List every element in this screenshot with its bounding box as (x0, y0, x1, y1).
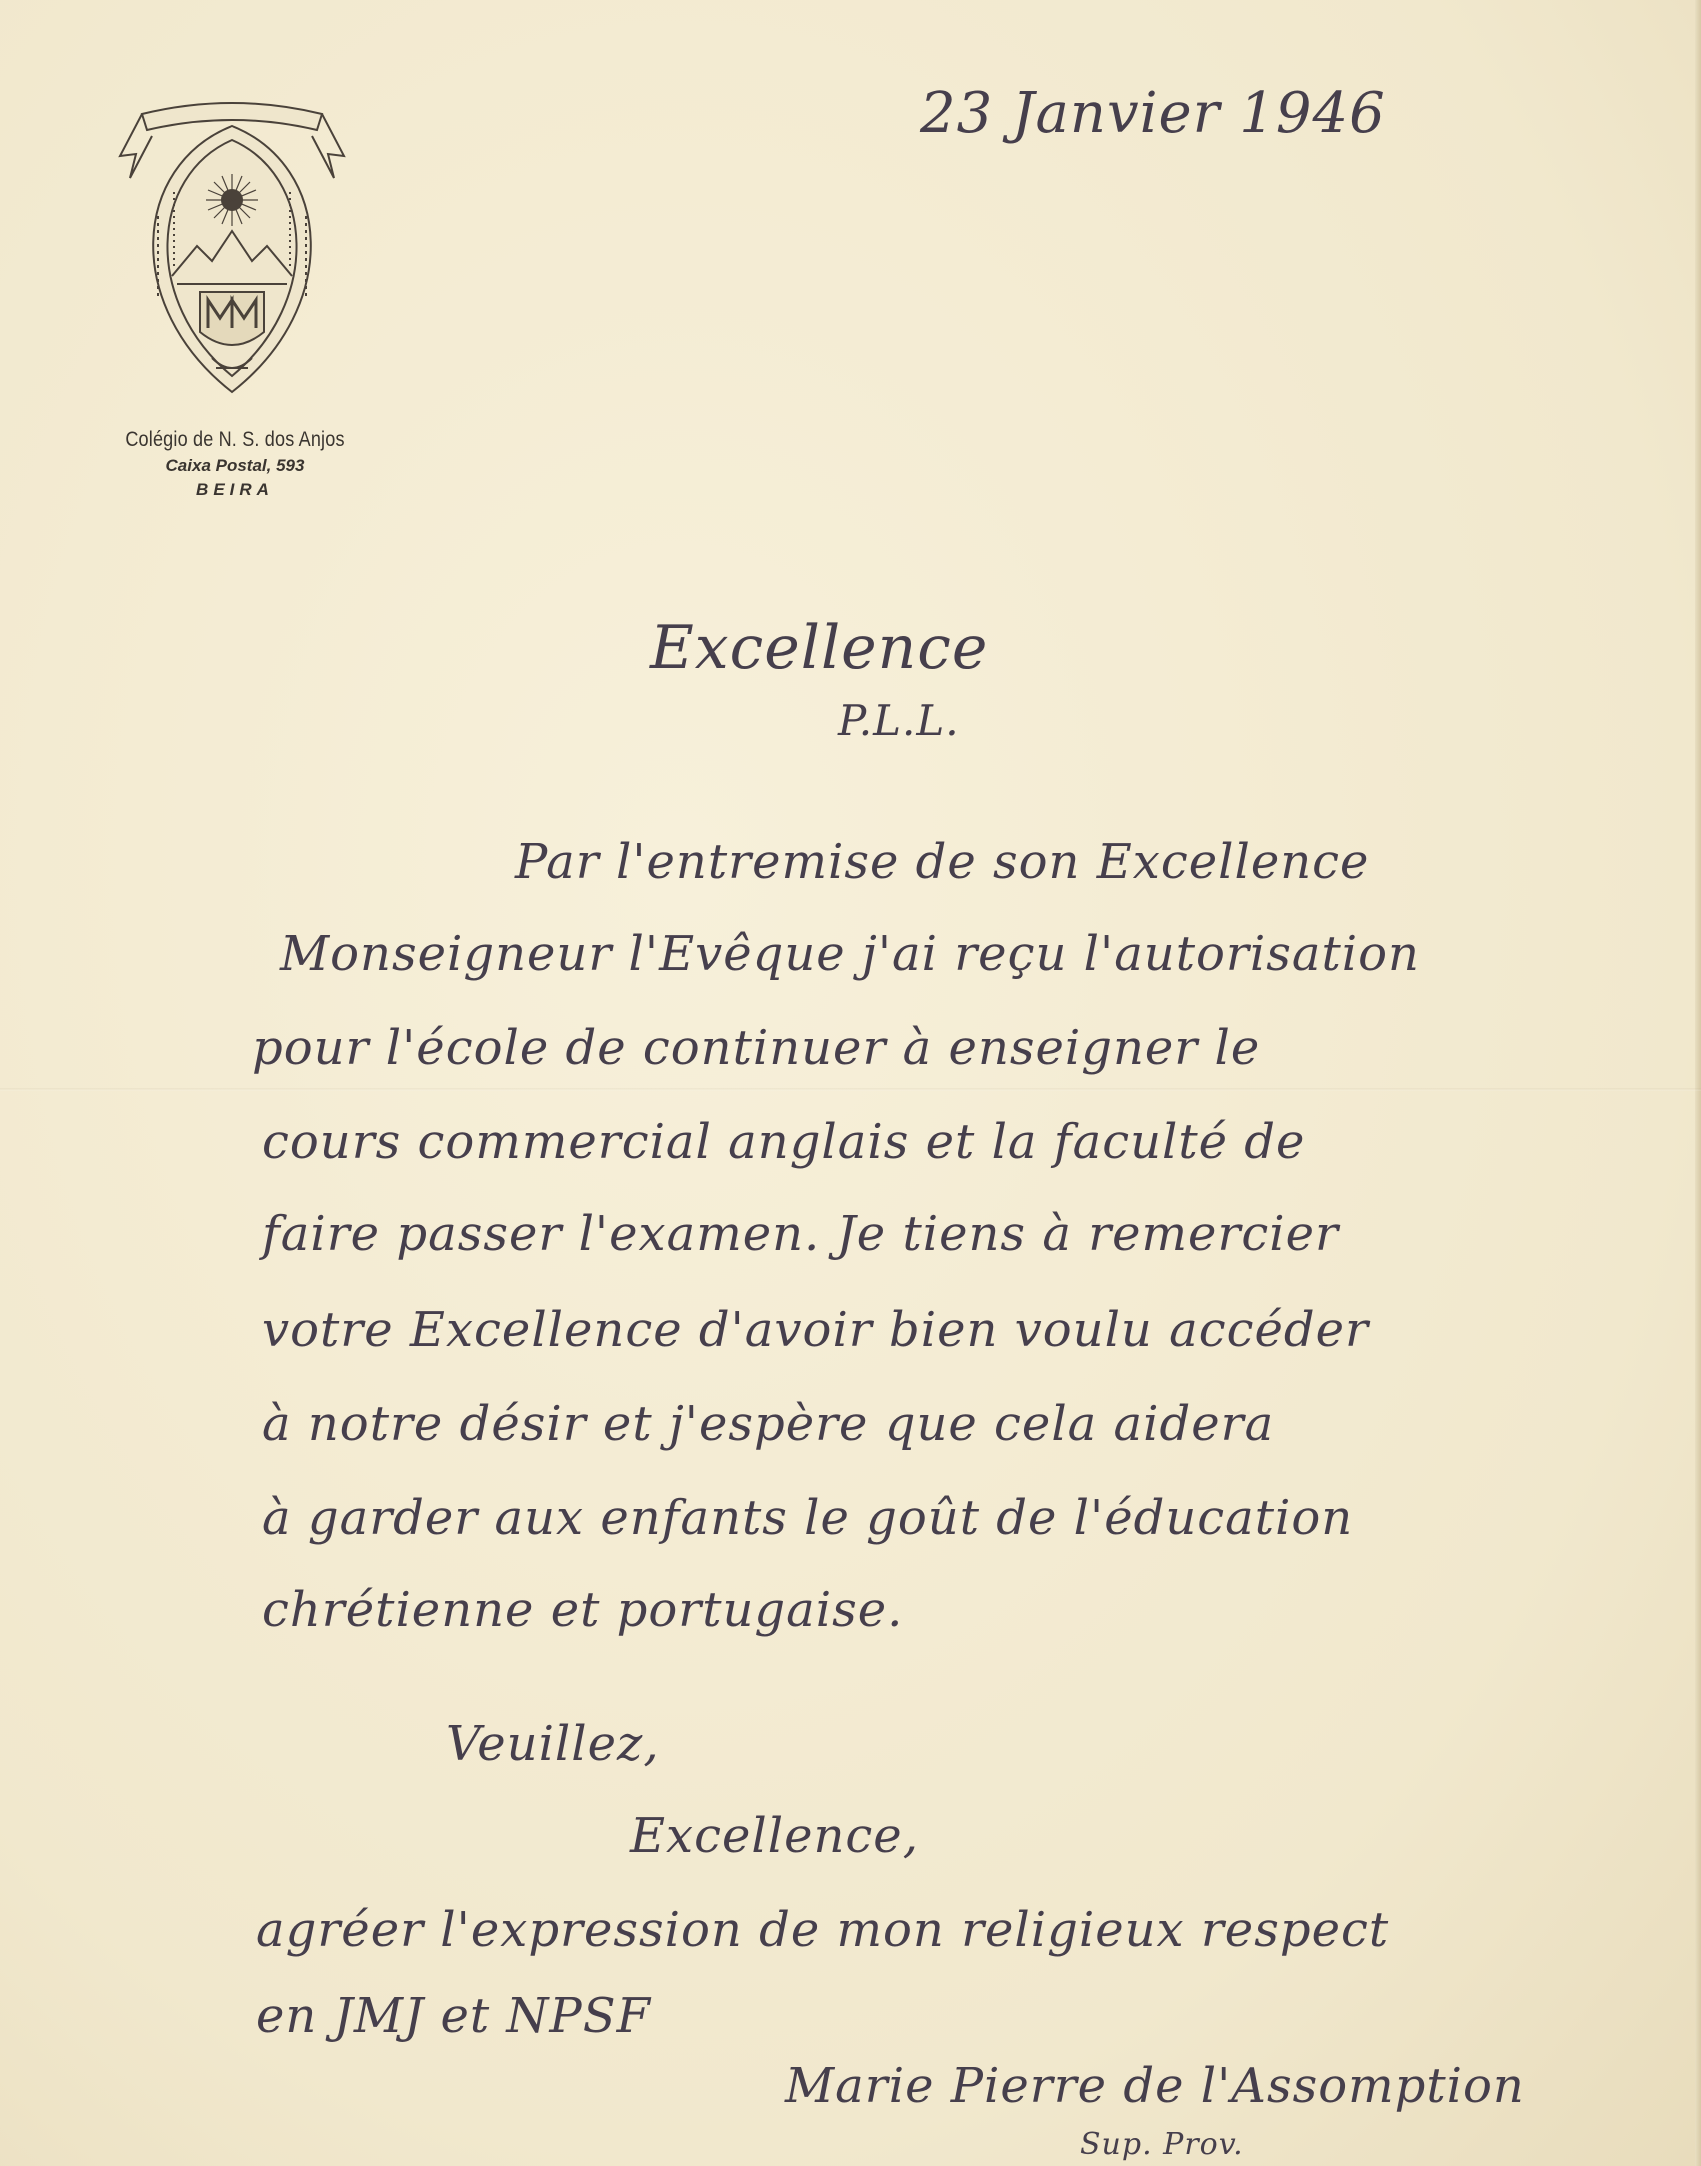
salutation-abbreviation: P.L.L. (838, 696, 960, 745)
signature-title: Sup. Prov. (1080, 2127, 1244, 2162)
closing-line: Excellence, (630, 1808, 919, 1864)
body-line: cours commercial anglais et la faculté de (262, 1114, 1306, 1170)
body-line: chrétienne et portugaise. (262, 1582, 904, 1638)
city-name: BEIRA (196, 480, 274, 499)
paper-fold (0, 1088, 1701, 1091)
body-line: Monseigneur l'Evêque j'ai reçu l'autorisation (280, 926, 1420, 982)
salutation: Excellence (650, 613, 989, 683)
paper-edge (1695, 0, 1701, 2166)
closing-line: agréer l'expression de mon religieux respect (256, 1902, 1390, 1958)
body-line: pour l'école de continuer à enseigner le (252, 1020, 1261, 1076)
letterhead (60, 428, 410, 500)
school-name: Colégio de N. S. dos Anjos (125, 428, 345, 451)
letter-date: 23 Janvier 1946 (920, 81, 1386, 146)
body-line: à notre désir et j'espère que cela aidera (262, 1396, 1275, 1452)
closing-line: Veuillez, (446, 1716, 660, 1772)
body-line: Par l'entremise de son Excellence (515, 834, 1370, 890)
postal-box: Caixa Postal, 593 (165, 456, 305, 475)
body-line: votre Excellence d'avoir bien voulu accéder (262, 1302, 1369, 1358)
institute-seal-icon (112, 96, 352, 406)
body-line: faire passer l'examen. Je tiens à remercier (262, 1206, 1339, 1262)
signature: Marie Pierre de l'Assomption (785, 2058, 1525, 2114)
body-line: à garder aux enfants le goût de l'éducation (262, 1490, 1354, 1546)
closing-line: en JMJ et NPSF (256, 1988, 651, 2044)
